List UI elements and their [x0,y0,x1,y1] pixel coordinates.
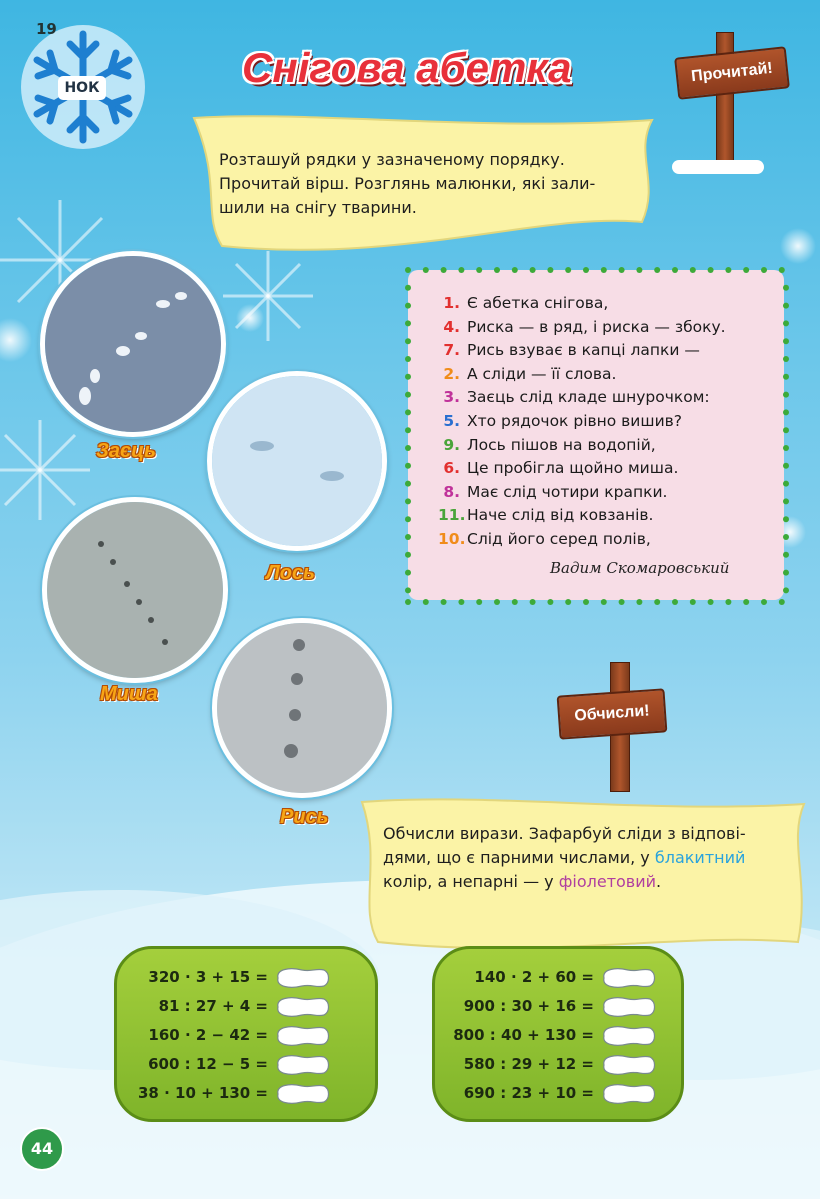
footprint-answer-field[interactable] [598,994,654,1018]
poem-line-text: Має слід чотири крапки. [467,482,668,501]
poem-line [438,388,710,406]
page-title: Снігова абетка [242,44,572,91]
task-line-1: Обчисли вирази. Зафарбуй сліди з відпові- [383,824,746,843]
poem-line-number: 10. [438,530,466,548]
violet-word: фіолетовий [558,872,657,891]
instruction-line-2: Прочитай вірш. Розглянь малюнки, які зали- [219,174,596,193]
instruction-line-3: шили на снігу тварини. [219,198,417,217]
poem-line-text: Рись взуває в капці лапки — [467,341,700,360]
task-line-3 [383,870,661,894]
math-expression: 81 : 27 + 4 = [158,997,268,1015]
footprint-answer-field[interactable] [272,1081,328,1105]
poem-line [438,459,678,477]
footprint-answer-field[interactable] [598,1081,654,1105]
poem-line-text: А сліди — її слова. [467,364,617,383]
lesson-number: 19 [36,20,57,38]
poem-line-number: 7. [443,341,460,360]
math-expression: 900 : 30 + 16 = [463,997,594,1015]
math-expression: 800 : 40 + 130 = [453,1026,594,1044]
lesson-label: НОК [58,76,106,100]
footprint-answer-field[interactable] [272,994,328,1018]
lynx-label: Рись [280,806,329,828]
instruction-line-1: Розташуй рядки у зазначеному порядку. [219,150,565,169]
task-line-3-text: колір, а непарні — у [383,872,559,891]
poem-line [438,365,616,383]
read-sign [672,22,802,172]
calc-sign [556,662,676,792]
read-sign-label: Прочитай! [674,46,790,99]
math-expression: 690 : 23 + 10 = [463,1084,594,1102]
task-line-2 [383,846,745,870]
poem-line-number: 2. [443,364,460,383]
poem-line [438,436,656,454]
math-expression: 160 · 2 − 42 = [148,1026,268,1044]
poem-line-text: Лось пішов на водопій, [467,435,656,454]
footprint-answer-field[interactable] [598,965,654,989]
mouse-track-photo [42,497,228,683]
mouse-label: Миша [100,683,158,705]
poem-line-number: 4. [443,317,460,336]
poem-line [438,341,700,359]
poem-author: Вадим Скомаровський [550,559,730,577]
poem-line [438,294,608,312]
poem-line [438,412,682,430]
footprint-answer-field[interactable] [272,1023,328,1047]
poem-line-text: Хто рядочок рівно вишив? [467,412,683,430]
lynx-track-photo [212,618,392,798]
snow-cap [672,160,764,174]
poem-line-text: Це пробігла щойно миша. [467,459,679,478]
elk-track-photo [207,371,387,551]
poem-line-number: 3. [443,388,460,407]
poem-line-text: Наче слід від ковзанів. [467,506,654,525]
blue-word: блакитний [654,848,746,867]
poem-line-number: 9. [443,435,460,454]
poem-line-text: Риска — в ряд, і риска — збоку. [467,317,726,336]
poem-line-number: 11. [438,506,466,525]
elk-label: Лось [266,562,315,584]
poem-line-text: Слід його серед полів, [467,530,651,548]
task-line-2-text: дями, що є парними числами, у [383,848,655,867]
task-line-3-end: . [656,872,662,891]
poem-line-number: 6. [443,459,460,478]
poem-line-number: 5. [443,412,460,430]
math-expression: 580 : 29 + 12 = [463,1055,594,1073]
calc-sign-label: Обчисли! [557,688,668,739]
footprint-answer-field[interactable] [598,1052,654,1076]
math-expression: 320 · 3 + 15 = [148,968,268,986]
poem-line [438,318,726,336]
poem-line-text: Заєць слід кладе шнурочком: [467,388,710,407]
footprint-answer-field[interactable] [272,1052,328,1076]
math-expression: 38 · 10 + 130 = [137,1084,268,1102]
hare-track-photo [40,251,226,437]
poem-line-text: Є абетка снігова, [467,294,609,312]
poem-line [438,530,651,548]
page-number: 44 [20,1127,64,1171]
poem-line [438,483,667,501]
math-expression: 140 · 2 + 60 = [474,968,594,986]
poem-line [438,506,653,524]
poem-line-number: 1. [443,294,460,312]
footprint-answer-field[interactable] [272,965,328,989]
poem-line-number: 8. [443,482,460,501]
hare-label: Заєць [96,440,157,462]
math-expression: 600 : 12 − 5 = [148,1055,268,1073]
footprint-answer-field[interactable] [598,1023,654,1047]
